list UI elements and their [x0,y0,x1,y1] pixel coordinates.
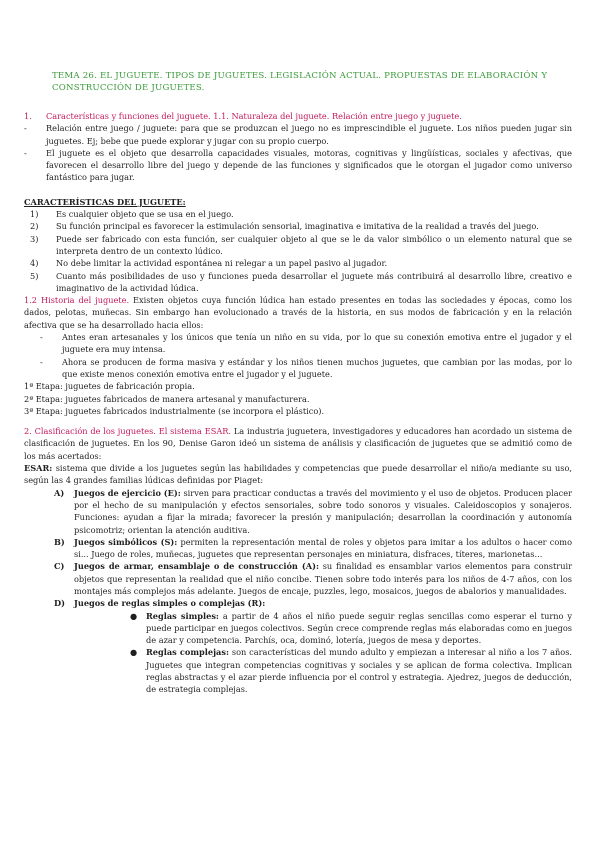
item-text: Cuanto más posibilidades de uso y funciones pueda desarrollar el juguete más contribuirá al desarrollo libre, creativo e imaginativo de la actividad lúdica. [56,270,572,293]
list-item [54,487,572,536]
item-text [74,560,572,597]
item-letter: B) [54,536,65,547]
item-text: Es cualquier objeto que se usa en el juego. [56,209,234,220]
stage-1: 1ª Etapa: juguetes de fabricación propia. [24,381,195,392]
list-item-text: Ahora se producen de forma masiva y estándar y los niños tienen muchos juguetes, que cambian por las modas, por lo que existe menos conexión emotiva entre el jugador y el juguete. [62,356,572,379]
rule-label: Reglas simples: [146,610,219,621]
item-number: 5) [30,270,39,281]
stage-2: 2ª Etapa: juguetes fabricados de manera artesanal y manufacturera. [24,393,310,404]
item-text: Su función principal es favorecer la estimulación sensorial, imaginativa e imitativa de la realidad a través del juego. [56,221,539,232]
rules-list [24,610,572,696]
bullet-icon: ● [130,647,138,658]
item-number: 2) [30,221,39,232]
section1-number: 1. [24,111,32,121]
item-text [74,487,572,536]
list-item-text: Relación entre juego / juguete: para que se produzcan el juego no es imprescindible el juguete. Los niños pueden jugar sin juguetes. Ej; bebe que puede explorar y jugar con su propio cuerpo. [46,123,572,146]
family-label: Juegos de ejercicio (E): [74,487,181,498]
item-number: 1) [30,209,39,220]
list-item [40,331,572,356]
characteristics-heading: CARACTERÍSTICAS DEL JUGUETE: [24,196,186,207]
section2-intro: La industria juguetera, investigadores y educadores han acordado un sistema de clasificación de juguetes. En los 90, Denise Garon ideó un sistema de análisis y clasificación de juguetes que se admitió como de los más acertados: [24,426,572,461]
list-item [130,610,572,647]
family-text: permiten la representación mental de roles y objetos para imitar a los adultos o hacer como si... Juego de roles, muñecas, juguetes que representan personajes en miniatura, disfraces, títeres, marionetas... [74,536,573,560]
dash-bullet: - [40,332,43,343]
list-item [24,220,572,232]
item-text [146,646,572,695]
history-intro: Existen objetos cuya función lúdica han estado presentes en todas las sociedades y épocas, como los dados, pelotas, muñecas. Sin embargo han evolucionado a través de la historia, en sus modos de fabricación y en la relación afectiva que se ha desarrollado hacia ellos: [24,295,572,330]
esar-text: sistema que divide a los juguetes según las habilidades y competencias que puede desarrollar el niño/a mediante su uso, según las 4 grandes familias lúdicas definidas por Piaget: [24,463,572,486]
characteristics-list [24,208,572,294]
item-text: No debe limitar la actividad espontánea ni relegar a un papel pasivo al jugador. [56,258,388,269]
rule-text: son características del mundo adulto y empiezan a interesar al niño a los 7 años. Juguetes que integran competencias cognitivas y sociales y se aplican de forma colectiva. Implican reglas abstractas y el azar pierde influencia por el control y estrategia. Ajedrez, juegos de deducción, de estrategia complejas. [146,647,572,695]
family-text: su finalidad es ensamblar varios elementos para construir objetos que representan la realidad que el niño concibe. Tienen sobre todo interés para los niños de 4-7 años, con los montajes más complejos más adelante. Juegos de encaje, puzzles, lego, mosaicos, juegos de abalorios y manualidades. [74,561,572,596]
list-item-text: Antes eran artesanales y los únicos que tenía un niño en su vida, por lo que su conexión emotiva entre el jugador y el juguete era muy intensa. [62,332,572,355]
section2-heading: 2. Clasificación de los juguetes. El sistema ESAR. [24,426,231,437]
dash-bullet: - [40,356,43,367]
list-item [54,597,572,609]
esar-label: ESAR: [24,463,53,474]
list-item [54,560,572,597]
families-list [24,487,572,610]
list-item [24,147,572,184]
stage-3: 3ª Etapa: juguetes fabricados industrialmente (se incorpora el plástico). [24,405,325,416]
page-title: TEMA 26. EL JUGUETE. TIPOS DE JUGUETES. LEGISLACIÓN ACTUAL. PROPUESTAS DE ELABORACIÓN Y CONSTRUCCIÓN DE JUGUETES. [52,71,548,94]
history-heading: 1.2 Historia del juguete. [24,295,130,306]
section1-heading-text: Características y funciones del juguete. 1.1. Naturaleza del juguete. Relación entre juego y juguete. [46,111,462,121]
list-item [24,233,572,258]
list-item [130,646,572,695]
list-item [54,536,572,561]
esar-paragraph [24,462,572,487]
item-letter: C) [54,561,65,572]
dash-bullet: - [24,147,27,158]
item-number: 4) [30,258,39,269]
rule-label: Reglas complejas: [146,647,229,658]
history-paragraph [24,294,572,331]
family-text: sirven para practicar conductas a través del movimiento y el uso de objetos. Producen placer por el hecho de su manipulación y efectos sensoriales, sobre todo sonoros y visuales. Caleidoscopios y sonajeros. Funciones: ayudan a fijar la mirada; favorecer la presión y manipulación; desarrollan la coordinación y autonomía psicomotriz; orientan la atención auditiva. [74,487,572,535]
family-label: Juegos de armar, ensamblaje o de construcción (A): [74,561,319,572]
family-label: Juegos simbólicos (S): [74,536,178,547]
list-item-text: El juguete es el objeto que desarrolla capacidades visuales, motoras, cognitivas y lingüísticas, sociales y afectivas, que favorecen el desarrollo libre del juego y depende de las funciones y significados que le otorgan el jugador como universo fantástico para jugar. [46,147,572,183]
list-item [24,208,572,220]
item-text [74,597,572,609]
section1-list [24,122,572,183]
list-item [40,356,572,381]
history-list [24,331,572,380]
section2-paragraph [24,425,572,462]
dash-bullet: - [24,123,27,134]
family-label: Juegos de reglas simples o complejas (R): [74,598,266,609]
section1-heading [24,110,572,122]
item-letter: A) [54,487,65,498]
list-item [24,257,572,269]
item-letter: D) [54,598,65,609]
document-body [24,110,572,696]
rule-text: a partir de 4 años el niño puede seguir reglas sencillas como esperar el turno y puede participar en juegos colectivos. Según crece comprende reglas más elaboradas como en juegos de azar y competencia. Parchís, oca, dominó, lotería, juegos de mesa y deportes. [146,610,572,646]
item-text: Puede ser fabricado con esta función, ser cualquier objeto al que se le da valor simbólico o un elemento natural que se interpreta dentro de un contexto lúdico. [56,233,572,256]
item-text [146,610,572,647]
list-item [24,122,572,147]
item-number: 3) [30,233,39,244]
item-text [74,536,572,561]
bullet-icon: ● [130,610,138,621]
list-item [24,270,572,295]
